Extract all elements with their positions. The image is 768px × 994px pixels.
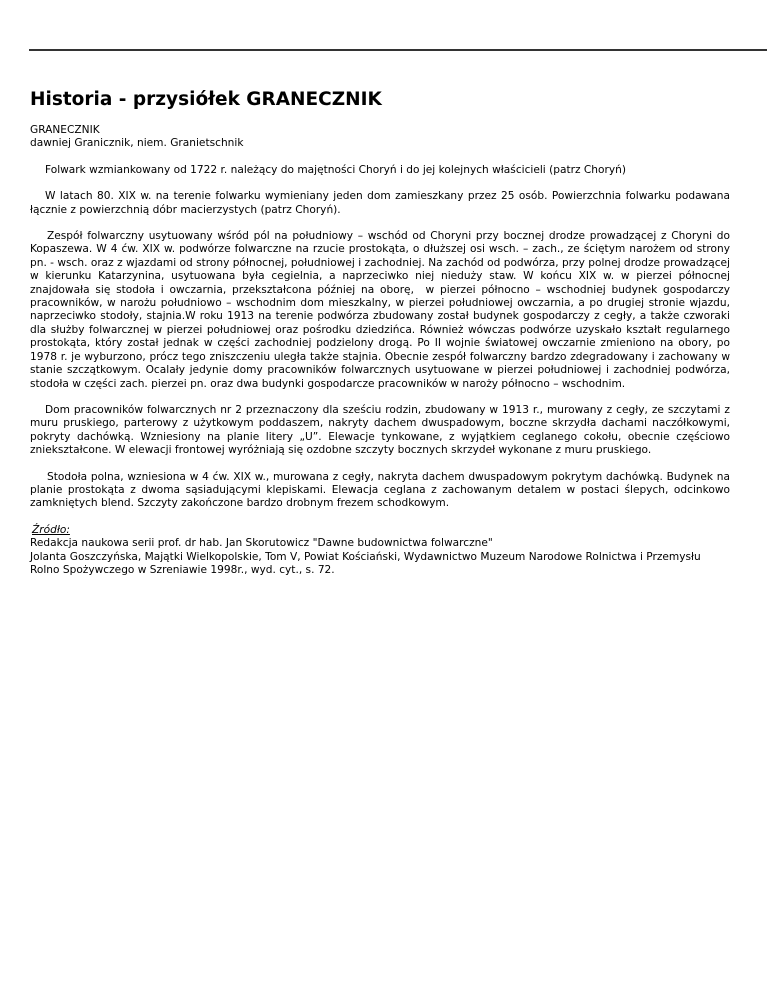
paragraph-1: Folwark wzmiankowany od 1722 r. należący do majętności Choryń i do jej kolejnych właścicieli (patrz Choryń) <box>45 163 626 176</box>
header-divider <box>29 49 767 51</box>
intro-block <box>30 124 730 151</box>
source-line-2: Jolanta Goszczyńska, Majątki Wielkopolskie, Tom V, Powiat Kościański, Wydawnictwo Muzeum Narodowe Rolnictwa i Przemysłu Rolno Spożywczego w Szreniawie 1998r., wyd. cyt., s. 72. <box>30 550 701 576</box>
page-title: Historia - przysiółek GRANECZNIK <box>30 89 382 110</box>
paragraph-3: Zespół folwarczny usytuowany wśród pól na południowy – wschód od Choryni przy bocznej drodze prowadzącej z Choryni do Kopaszewa. W 4 ćw. XIX w. podwórze folwarczne na rzucie prostokąta, o dłuższej osi wsch. – zach., ze ściętym narożem od strony pn. - wsch. oraz z wjazdami od strony północnej, południowej i zachodniej. Na zachód od podwórza, przy polnej drodze prowadzącej w kierunku Katarzynina, usytuowana była cegielnia, a naprzeciwko niej nieduży staw. W końcu XIX w. w pierzei północnej znajdowała się stodoła i owczarnia, przekształcona później na oborę, w pierzei północno – wschodniej budynek gospodarczy pracowników, w narożu południowo – wschodnim dom mieszkalny, w pierzei południowej owczarnia, a po drugiej stronie wjazdu, naprzeciwko stodoły, stajnia.W roku 1913 na terenie podwórza zbudowany został budynek gospodarczy z cegły, a także czworaki dla służby folwarcznej w pierzei południowej oraz pośrodku dziedzińca. Również wówczas podwórze uzyskało kształt regularnego prostokąta, który został jednak w części zachodniej podzielony drogą. Po II wojnie światowej owczarnie zmieniono na obory, po 1978 r. je wyburzono, prócz tego zniszczeniu uległa także stajnia. Obecnie zespół folwarczny bardzo zdegradowany i zachowany w stanie szczątkowym. Ocalały jedynie domy pracowników folwarcznych usytuowane w pierzei południowej i zachodniej podwórza, stodoła w części zach. pierzei pn. oraz dwa budynki gospodarcze pracowników w naroży północno – wschodnim. <box>30 230 734 390</box>
source-label: Źródło: <box>32 523 70 536</box>
place-alt-names: dawniej Granicznik, niem. Granietschnik <box>30 137 244 150</box>
source-block <box>30 524 730 578</box>
article <box>30 88 734 590</box>
paragraph-5: Stodoła polna, wzniesiona w 4 ćw. XIX w., murowana z cegły, nakryta dachem dwuspadowym pokrytym dachówką. Budynek na planie prostokąta z dwoma sąsiadującymi klepiskami. Elewacja ceglana z zachowanym detalem w postaci ślepych, odcinkowo zamkniętych blend. Szczyty zakończone bardzo drobnym frezem schodkowym. <box>30 470 734 510</box>
paragraph-2: W latach 80. XIX w. na terenie folwarku wymieniany jeden dom zamieszkany przez 25 osób. Powierzchnia folwarku podawana łącznie z powierzchnią dóbr macierzystych (patrz Choryń). <box>30 190 734 216</box>
place-name: GRANECZNIK <box>30 124 100 136</box>
source-line-1: Redakcja naukowa serii prof. dr hab. Jan Skorutowicz "Dawne budownictwa folwarczne" <box>30 537 493 550</box>
paragraph-4: Dom pracowników folwarcznych nr 2 przeznaczony dla sześciu rodzin, zbudowany w 1913 r., murowany z cegły, ze szczytami z muru pruskiego, parterowy z użytkowym poddaszem, nakryty dachem dwuspadowym, boczne skrzydła dachami naczółkowymi, pokryty dachówką. Wzniesiony na planie litery „U”. Elewacje tynkowane, z wyjątkiem ceglanego cokołu, obecnie częściowo zniekształcone. W elewacji frontowej wyróżniają się ozdobne szczyty bocznych skrzydeł wykonane z muru pruskiego. <box>30 403 734 457</box>
